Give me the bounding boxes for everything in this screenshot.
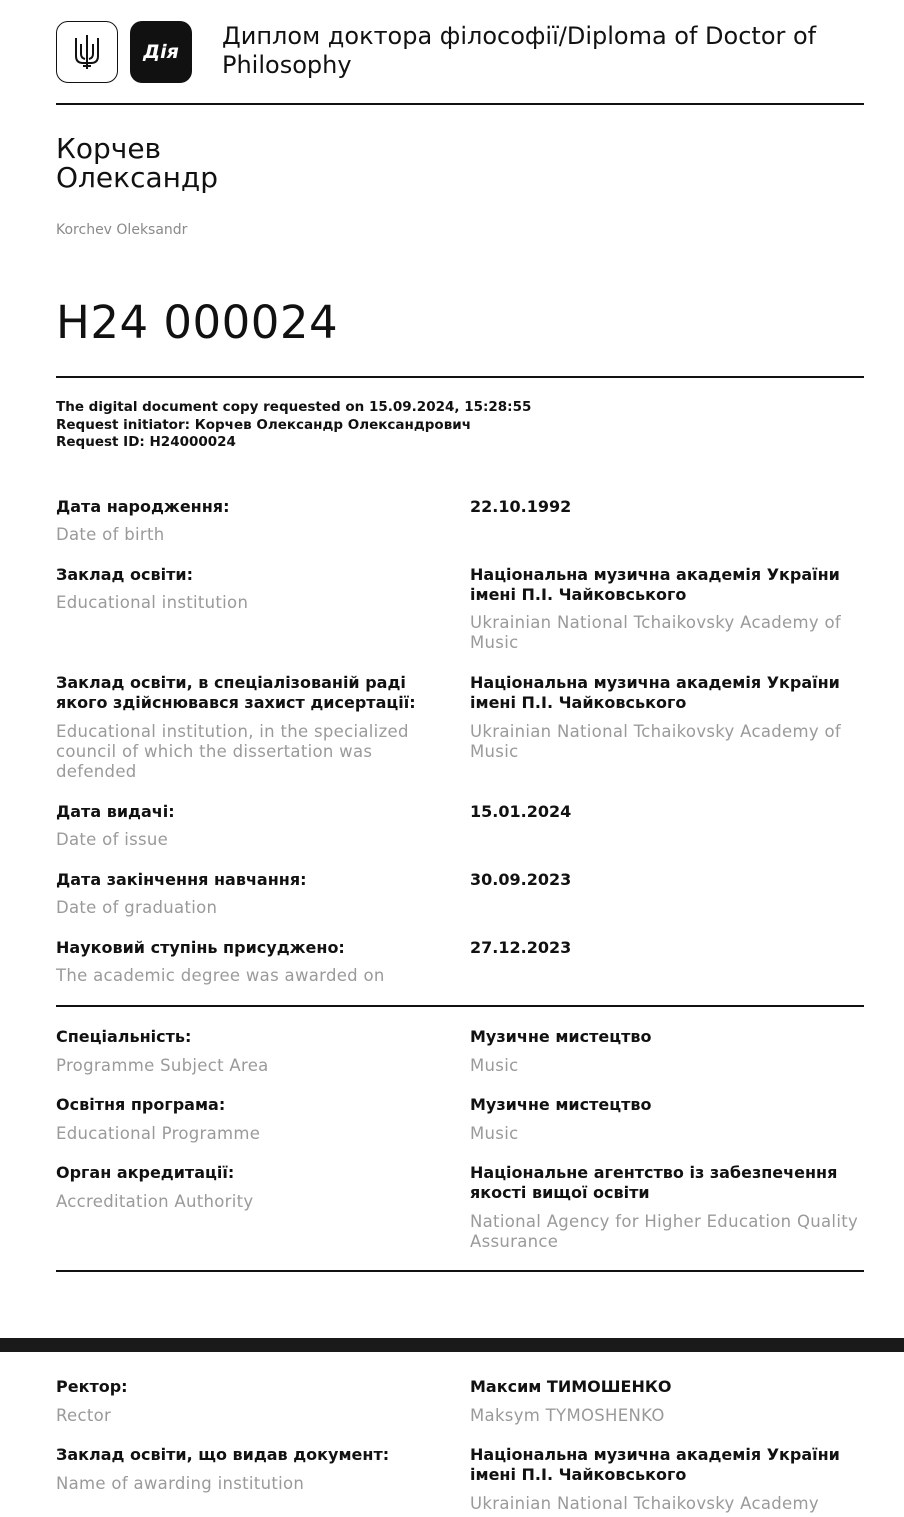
request-initiator: Request initiator: Корчев Олександр Олександрович: [56, 416, 471, 433]
dob-value: 22.10.1992: [470, 497, 572, 516]
institution-value: Національна музична академія України імені П.І. Чайковського: [470, 565, 840, 604]
request-date: The digital document copy requested on 15.09.2024, 15:28:55: [56, 399, 532, 415]
program-value-en: Music: [470, 1124, 519, 1143]
defense-institution-value-en: Ukrainian National Tchaikovsky Academy of Music: [470, 722, 841, 761]
issue-date-value: 15.01.2024: [470, 802, 572, 821]
rector-label-en: Rector: [56, 1406, 112, 1425]
defense-institution-label-en: Educational institution, in the specialized council of which the dissertation was defended: [56, 722, 409, 781]
specialty-label: Спеціальність:: [56, 1027, 192, 1046]
degree-awarded-label: Науковий ступінь присуджено:: [56, 938, 345, 957]
program-value: Музичне мистецтво: [470, 1095, 652, 1114]
degree-awarded-value: 27.12.2023: [470, 938, 572, 957]
divider: [56, 1270, 864, 1272]
issue-date-label-en: Date of issue: [56, 830, 169, 849]
awarding-institution-label: Заклад освіти, що видав документ:: [56, 1445, 390, 1464]
program-label-en: Educational Programme: [56, 1124, 261, 1143]
defense-institution-value: Національна музична академія України імені П.І. Чайковського: [470, 673, 840, 712]
rector-value: Максим ТИМОШЕНКО: [470, 1377, 672, 1396]
graduation-date-value: 30.09.2023: [470, 870, 572, 889]
specialty-value-en: Music: [470, 1056, 519, 1075]
request-info: [56, 399, 531, 452]
holder-surname: Корчев: [56, 132, 162, 165]
divider: [56, 103, 864, 105]
diia-logo: Дія: [130, 21, 192, 83]
institution-label-en: Educational institution: [56, 593, 249, 612]
trident-shape: [72, 32, 102, 72]
issue-date-label: Дата видачі:: [56, 802, 175, 821]
trident-icon: [56, 21, 118, 83]
dob-label: Дата народження:: [56, 497, 230, 516]
accreditation-label-en: Accreditation Authority: [56, 1192, 254, 1211]
accreditation-label: Орган акредитації:: [56, 1163, 235, 1182]
awarding-institution-value-en: Ukrainian National Tchaikovsky Academy: [470, 1494, 819, 1513]
rector-value-en: Maksym TYMOSHENKO: [470, 1406, 665, 1425]
graduation-date-label: Дата закінчення навчання:: [56, 870, 307, 889]
document-title: Диплом доктора філософії/Diploma of Doctor of Philosophy: [222, 22, 817, 79]
holder-name: [56, 134, 218, 192]
document-number: Н24 000024: [56, 296, 339, 349]
page-separator-band: [0, 1338, 904, 1352]
holder-given-name: Олександр: [56, 161, 219, 194]
request-id: Request ID: H24000024: [56, 434, 236, 450]
holder-name-en: Korchev Oleksandr: [56, 222, 188, 238]
graduation-date-label-en: Date of graduation: [56, 898, 218, 917]
awarding-institution-label-en: Name of awarding institution: [56, 1474, 305, 1493]
accreditation-value: Національне агентство із забезпечення якості вищої освіти: [470, 1163, 838, 1202]
awarding-institution-value: Національна музична академія України імені П.І. Чайковського: [470, 1445, 840, 1484]
degree-awarded-label-en: The academic degree was awarded on: [56, 966, 385, 985]
accreditation-value-en: National Agency for Higher Education Quality Assurance: [470, 1212, 859, 1251]
rector-label: Ректор:: [56, 1377, 128, 1396]
divider: [56, 376, 864, 378]
program-label: Освітня програма:: [56, 1095, 226, 1114]
specialty-label-en: Programme Subject Area: [56, 1056, 269, 1075]
defense-institution-label: Заклад освіти, в спеціалізованій раді якого здійснювався захист дисертації:: [56, 673, 416, 712]
dob-label-en: Date of birth: [56, 525, 165, 544]
institution-value-en: Ukrainian National Tchaikovsky Academy of Music: [470, 613, 841, 652]
institution-label: Заклад освіти:: [56, 565, 193, 584]
specialty-value: Музичне мистецтво: [470, 1027, 652, 1046]
divider: [56, 1005, 864, 1007]
